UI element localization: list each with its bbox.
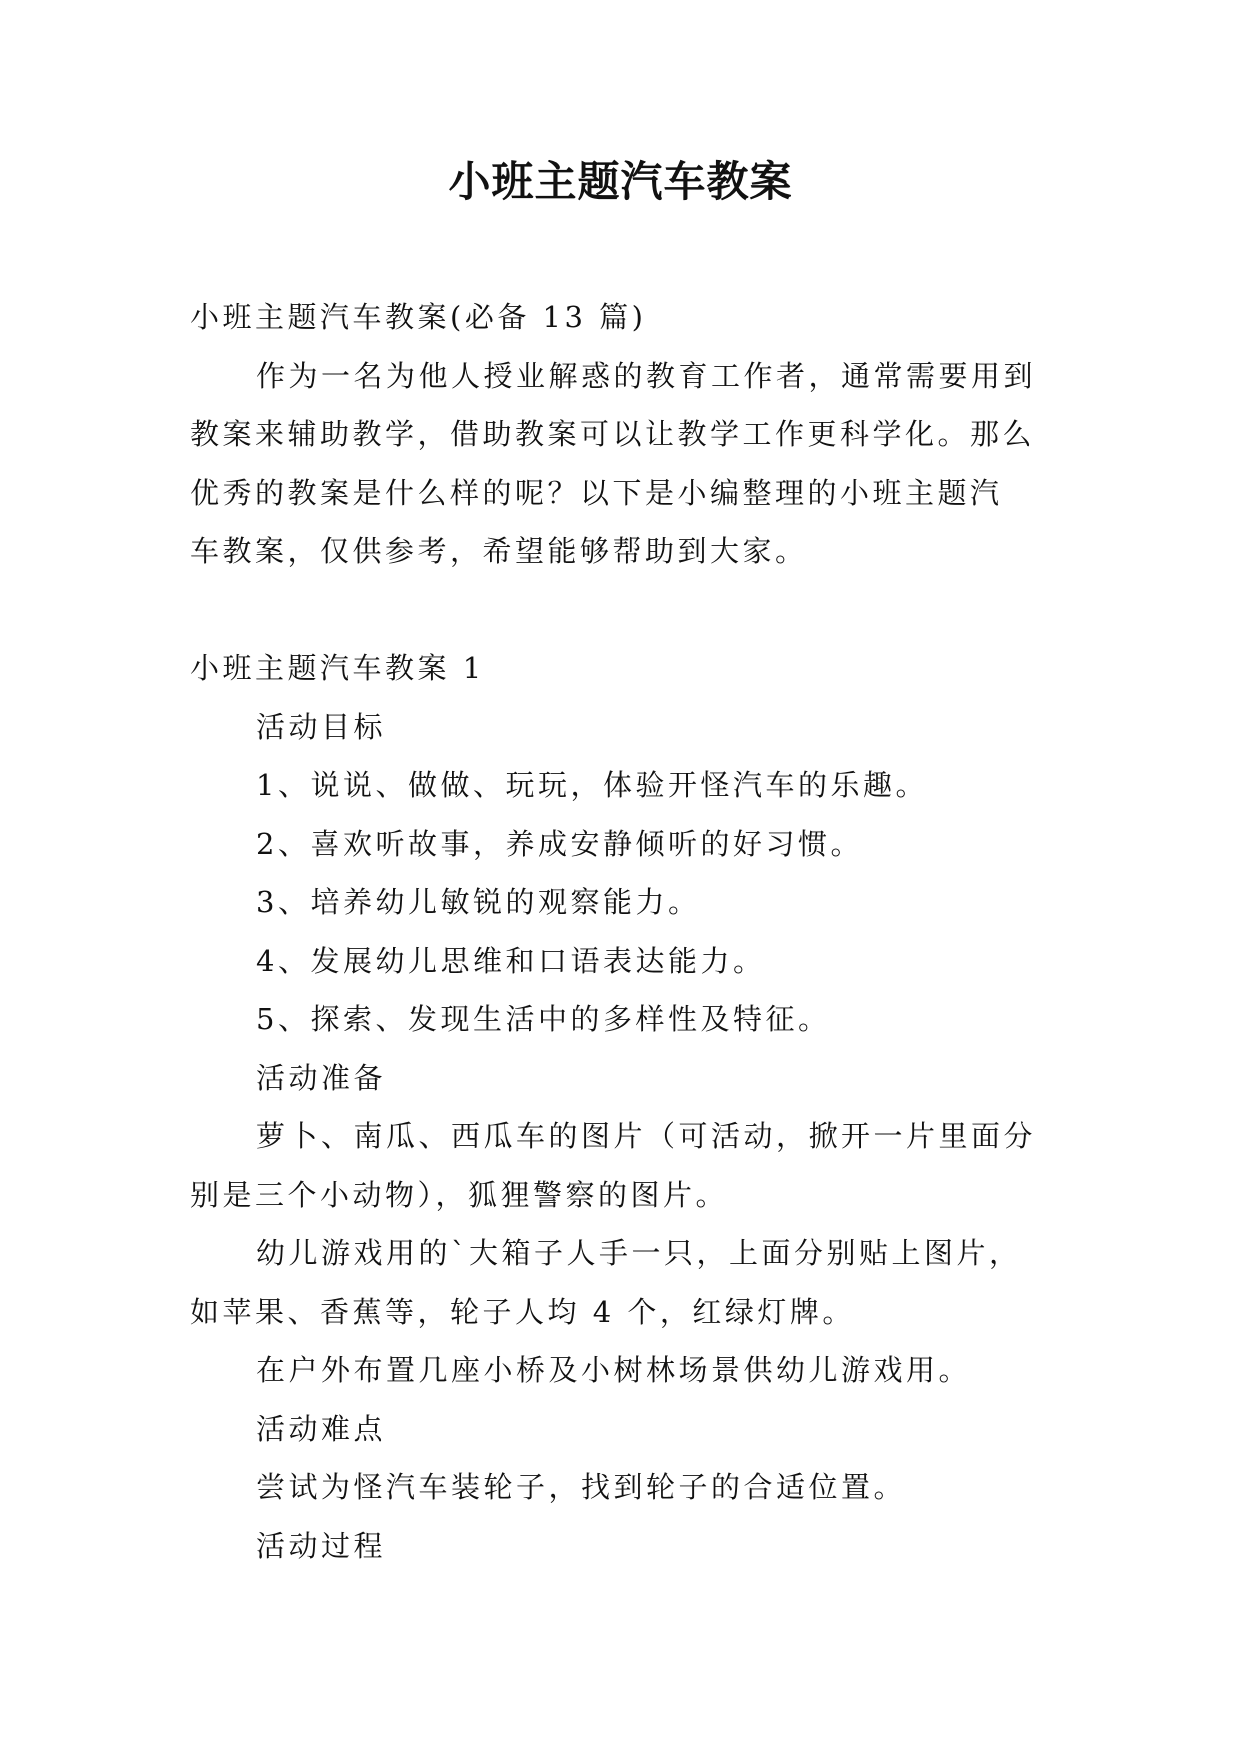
prep-p3: 在户外布置几座小桥及小树林场景供幼儿游戏用。 bbox=[256, 1353, 972, 1387]
prep-heading: 活动准备 bbox=[256, 1060, 387, 1095]
goal-item-3: 3、培养幼儿敏锐的观察能力。 bbox=[256, 885, 701, 919]
intro-line-4: 车教案，仅供参考，希望能够帮助到大家。 bbox=[190, 534, 808, 568]
intro-line-2: 教案来辅助教学，借助教案可以让教学工作更科学化。那么 bbox=[190, 417, 1036, 451]
difficulty-heading: 活动难点 bbox=[256, 1411, 387, 1446]
goal-item-2: 2、喜欢听故事，养成安静倾听的好习惯。 bbox=[256, 826, 863, 861]
document-subtitle: 小班主题汽车教案(必备 13 篇) bbox=[190, 300, 647, 334]
paragraph-gap bbox=[190, 581, 1060, 640]
intro-line-3: 优秀的教案是什么样的呢？以下是小编整理的小班主题汽 bbox=[190, 475, 1003, 510]
prep-p1-line-1: 萝卜、南瓜、西瓜车的图片（可活动，掀开一片里面分 bbox=[256, 1119, 1037, 1153]
difficulty-text: 尝试为怪汽车装轮子，找到轮子的合适位置。 bbox=[256, 1470, 907, 1504]
section-heading: 小班主题汽车教案 1 bbox=[190, 651, 485, 685]
document-body bbox=[190, 288, 1060, 1575]
prep-p2-line-1: 幼儿游戏用的`大箱子人手一只，上面分别贴上图片， bbox=[256, 1236, 1022, 1270]
goal-item-4: 4、发展幼儿思维和口语表达能力。 bbox=[256, 943, 766, 978]
goals-heading: 活动目标 bbox=[256, 709, 387, 744]
goal-item-5: 5、探索、发现生活中的多样性及特征。 bbox=[256, 1002, 831, 1036]
prep-p2-line-2: 如苹果、香蕉等，轮子人均 4 个，红绿灯牌。 bbox=[190, 1294, 855, 1329]
document-title: 小班主题汽车教案 bbox=[448, 157, 793, 206]
prep-p1-line-2: 别是三个小动物），狐狸警察的图片。 bbox=[190, 1177, 729, 1212]
goal-item-1: 1、说说、做做、玩玩，体验开怪汽车的乐趣。 bbox=[256, 768, 928, 802]
process-heading: 活动过程 bbox=[256, 1528, 387, 1563]
intro-line-1: 作为一名为他人授业解惑的教育工作者，通常需要用到 bbox=[256, 358, 1037, 393]
